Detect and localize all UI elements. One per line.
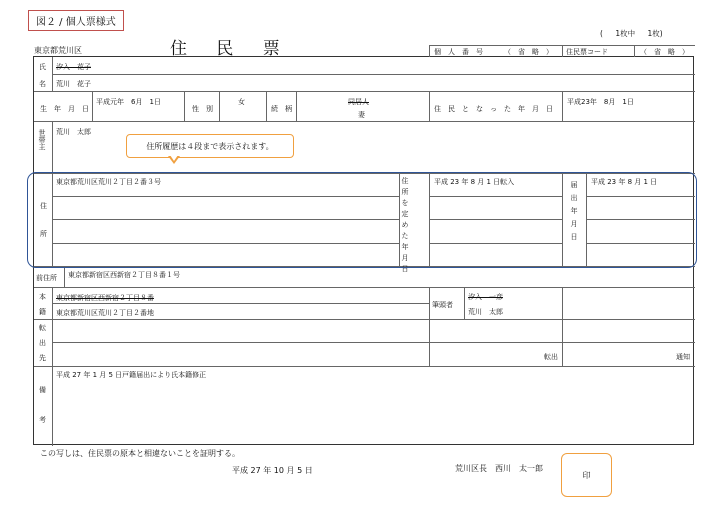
transfer-label-3: 先 [39, 354, 46, 362]
transfer-label-1: 転 [39, 324, 46, 332]
callout-pointer-inner [170, 155, 178, 161]
moved-date-label: 住所を定めた年月日 [401, 177, 409, 276]
transfer-notice-label: 通知 [676, 353, 690, 361]
mayor-name: 荒川区長 西川 太一郎 [455, 464, 543, 473]
resident-code-value: （ 省 略 ） [640, 48, 689, 56]
honseki-old: 東京都新宿区西新宿２丁目８番 [56, 294, 154, 302]
figure-tag: 図２ / 個人票様式 [28, 10, 124, 31]
relation-value: 妻 [358, 111, 365, 119]
head-old: 汐入 一彦 [468, 293, 503, 301]
ward-name: 東京都荒川区 [34, 46, 82, 55]
remarks-value: 平成 27 年 1 月 5 日戸籍届出により氏本籍修正 [56, 371, 207, 379]
sex-label: 性 別 [192, 105, 213, 113]
kojin-number-value: （ 省 略 ） [504, 48, 553, 56]
birth-value: 平成元年 6月 1日 [96, 98, 161, 106]
page-count-of: 1枚中 [615, 29, 636, 38]
previous-address-label: 前住所 [36, 274, 57, 282]
honseki-value: 東京都荒川区荒川２丁目２番地 [56, 309, 154, 317]
address-row-1: 東京都荒川区荒川２丁目２番３号 [56, 178, 161, 186]
head-value: 荒川 太郎 [468, 308, 503, 316]
certification-text: この写しは、住民票の原本と相違ないことを証明する。 [40, 449, 240, 458]
old-name: 汐入 花子 [56, 63, 91, 71]
honseki-label-2: 籍 [39, 308, 46, 316]
previous-address-value: 東京都新宿区西新宿２丁目８番１号 [68, 271, 180, 279]
page-count-open: ( [600, 29, 603, 38]
relation-old: 同居人 [348, 98, 369, 106]
address-highlight-box [27, 172, 697, 268]
birth-label: 生 年 月 日 [40, 105, 89, 113]
kojin-number-label: 個 人 番 号 [434, 48, 483, 56]
address-history-callout: 住所履歴は４段まで表示されます。 [126, 134, 294, 158]
transfer-label-2: 出 [39, 339, 46, 347]
page-count [600, 28, 673, 39]
relation-label: 続 柄 [271, 105, 292, 113]
remarks-label-2: 考 [39, 416, 46, 424]
resident-date-value: 平成23年 8月 1日 [567, 98, 634, 106]
page-title: 住 民 票 [170, 39, 292, 59]
seal-stamp: 印 [561, 453, 612, 497]
honseki-label-1: 本 [39, 293, 46, 301]
notify-date-value: 平成 23 年 8 月 1 日 [591, 178, 658, 186]
address-label-2: 所 [40, 230, 47, 238]
resident-date-label: 住 民 と な っ た 年 月 日 [434, 105, 553, 113]
current-name: 荒川 花子 [56, 80, 91, 88]
page-count-sheets: 1枚) [647, 29, 663, 38]
name-label-1: 氏 [39, 63, 46, 71]
head-label: 筆頭者 [432, 301, 453, 309]
sex-value: 女 [238, 98, 245, 106]
certification-date: 平成 27 年 10 月 5 日 [232, 466, 313, 475]
householder-label: 世帯主 [38, 129, 46, 150]
resident-code-label: 住民票コード [566, 48, 608, 56]
householder-value: 荒川 太郎 [56, 128, 91, 136]
name-label-2: 名 [39, 80, 46, 88]
address-label-1: 住 [40, 202, 47, 210]
remarks-label-1: 備 [39, 386, 46, 394]
moved-date-value: 平成 23 年 8 月 1 日転入 [434, 178, 515, 186]
transfer-date-label: 転出 [544, 353, 558, 361]
notify-date-label: 届出年月日 [570, 181, 578, 246]
